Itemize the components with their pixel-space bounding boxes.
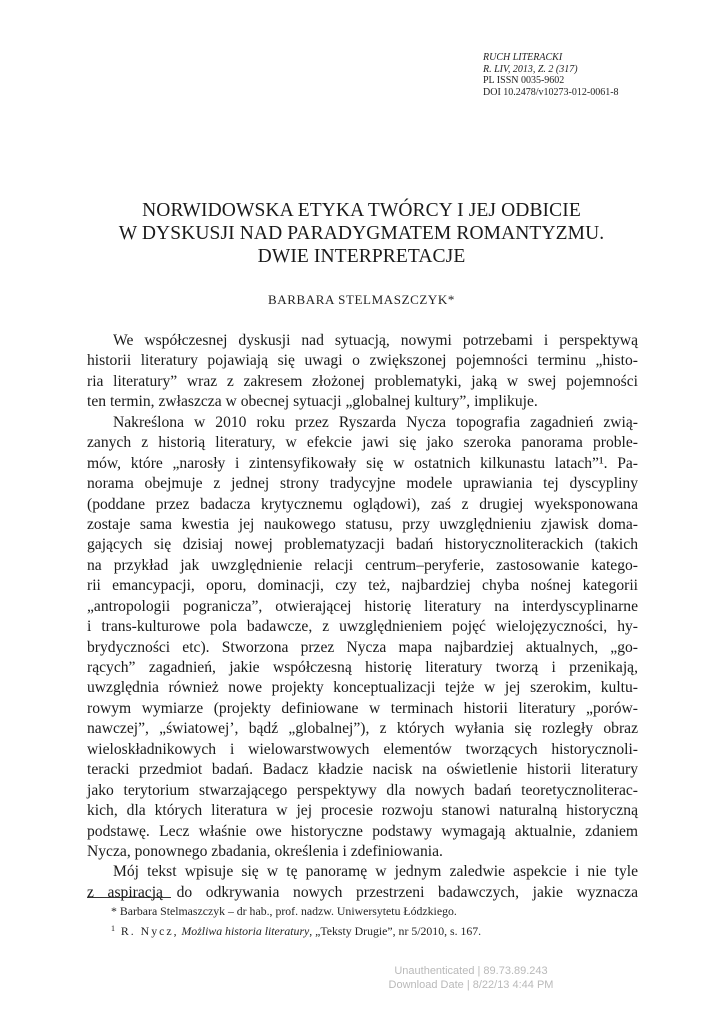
body-line: ria literatury” wraz z zakresem złożonej problematyki, jaką w swej pojemności <box>87 372 638 390</box>
body-line: zanych z historią literatury, w efekcie jawi się jako szeroka panorama proble- <box>87 434 638 452</box>
body-line: z aspiracją do odkrywania nowych przestrzeni badawczych, jakie wyznacza <box>87 883 638 901</box>
footnote-marker: 1 <box>111 924 115 933</box>
body-line: brydyczności etc). Stworzona przez Nycza mapa najbardziej aktualnych, „go- <box>87 638 638 656</box>
body-line: podstawę. Lecz właśnie owe historyczne podstawy wymagają aktualnie, zdaniem <box>87 822 638 840</box>
journal-issn: PL ISSN 0035-9602 <box>483 75 565 86</box>
body-line: na przykład jak uwzględnienie relacji centrum–peryferie, zastosowanie katego- <box>87 556 638 574</box>
body-line: ten termin, zwłaszcza w obecnej sytuacji „globalnej kultury”, implikuje. <box>87 393 538 411</box>
body-line: Nycza, ponownego zbadania, określenia i zdefiniowania. <box>87 842 443 860</box>
body-line: historii literatury pojawiają się uwagi o zwiększonej pojemności terminu „histo- <box>87 352 638 370</box>
body-line: teracki przedmiot badań. Badacz kładzie nacisk na oświetlenie historii literatury <box>87 761 638 779</box>
journal-name: RUCH LITERACKI <box>483 52 563 63</box>
article-title <box>60 199 663 268</box>
body-line: rii emancypacji, oporu, dominacji, czy też, najbardziej chyba nośnej kategorii <box>87 577 638 595</box>
download-stamp <box>366 965 576 992</box>
footnote-author: * Barbara Stelmaszczyk – dr hab., prof. nadzw. Uniwersytetu Łódzkiego. <box>111 904 457 918</box>
body-line: jako terytorium stwarzającego perspektywy dla nowych badań teoretycznoliterac- <box>87 781 638 799</box>
article-body <box>87 331 638 903</box>
footnote-cited-rest: , „Teksty Drugie”, nr 5/2010, s. 167. <box>309 924 482 938</box>
title-line: W DYSKUSJI NAD PARADYGMATEM ROMANTYZMU. <box>118 223 605 244</box>
body-line: wieloskładnikowych i wielowarstwowych elementów tworzących historycznoli- <box>87 740 638 758</box>
body-line: i trans-kulturowe pola badawcze, z uwzględnieniem pojęć wielojęzyczności, hy- <box>87 618 638 636</box>
article-author: BARBARA STELMASZCZYK* <box>267 292 456 307</box>
footnote-cited-author: R. Nycz, <box>120 924 179 938</box>
body-line: rących” zagadnień, jakie współczesną historię literatury tworzą i przenikają, <box>87 659 638 676</box>
body-line: (poddane przez badacza krytycznemu oglądowi), zaś z drugiej wyeksponowana <box>87 495 638 513</box>
journal-doi: DOI 10.2478/v10273-012-0061-8 <box>483 86 619 98</box>
body-line: We współczesnej dyskusji nad sytuacją, nowymi potrzebami i perspektywą <box>113 332 638 349</box>
stamp-auth: Unauthenticated | 89.73.89.243 <box>394 965 548 977</box>
title-line: NORWIDOWSKA ETYKA TWÓRCY I JEJ ODBICIE <box>142 200 581 221</box>
body-line: zostaje sama kwestia jej naukowego statusu, przy uwzględnieniu zjawisk doma- <box>87 515 638 533</box>
body-line: uwzględnia również nowe projekty konceptualizacji tejże w jej szerokim, kultu- <box>87 679 638 697</box>
body-line: mów, które „narosły i zintensyfikowały się w ostatnich kilkunastu latach”¹. Pa- <box>87 454 638 472</box>
journal-volume: R. LIV, 2013, Z. 2 (317) <box>483 63 578 75</box>
body-line: rowym wymiarze (projekty definiowane w terminach historii literatury „porów- <box>87 699 638 717</box>
title-line: DWIE INTERPRETACJE <box>257 246 466 267</box>
footnote-cited-title: Możliwa historia literatury <box>181 924 310 938</box>
body-line: kich, dla których literatura w jej procesie rozwoju stanowi naturalną historyczną <box>87 802 638 820</box>
journal-info <box>483 52 713 98</box>
footnote-divider <box>87 897 171 898</box>
body-line: Mój tekst wpisuje się w tę panoramę w jednym zaledwie aspekcie i nie tyle <box>113 863 638 881</box>
footnote-1 <box>87 920 638 940</box>
body-line: nawczej”, „światowej’, bądź „globalnej”), z których wyłania się rozległy obraz <box>87 720 638 738</box>
stamp-date: Download Date | 8/22/13 4:44 PM <box>388 978 554 991</box>
body-line: norama obejmuje z jednej strony tradycyjne modele uprawiania tej dyscypliny <box>87 475 638 493</box>
body-line: Nakreślona w 2010 roku przez Ryszarda Nycza topografia zagadnień zwią- <box>113 413 638 431</box>
body-line: gających się dzisiaj nowej problematyzacji badań historycznoliterackich (takich <box>87 536 638 554</box>
body-line: „antropologii pogranicza”, otwierającej historię literatury na interdyscyplinarne <box>87 597 638 615</box>
footnotes <box>87 902 638 940</box>
